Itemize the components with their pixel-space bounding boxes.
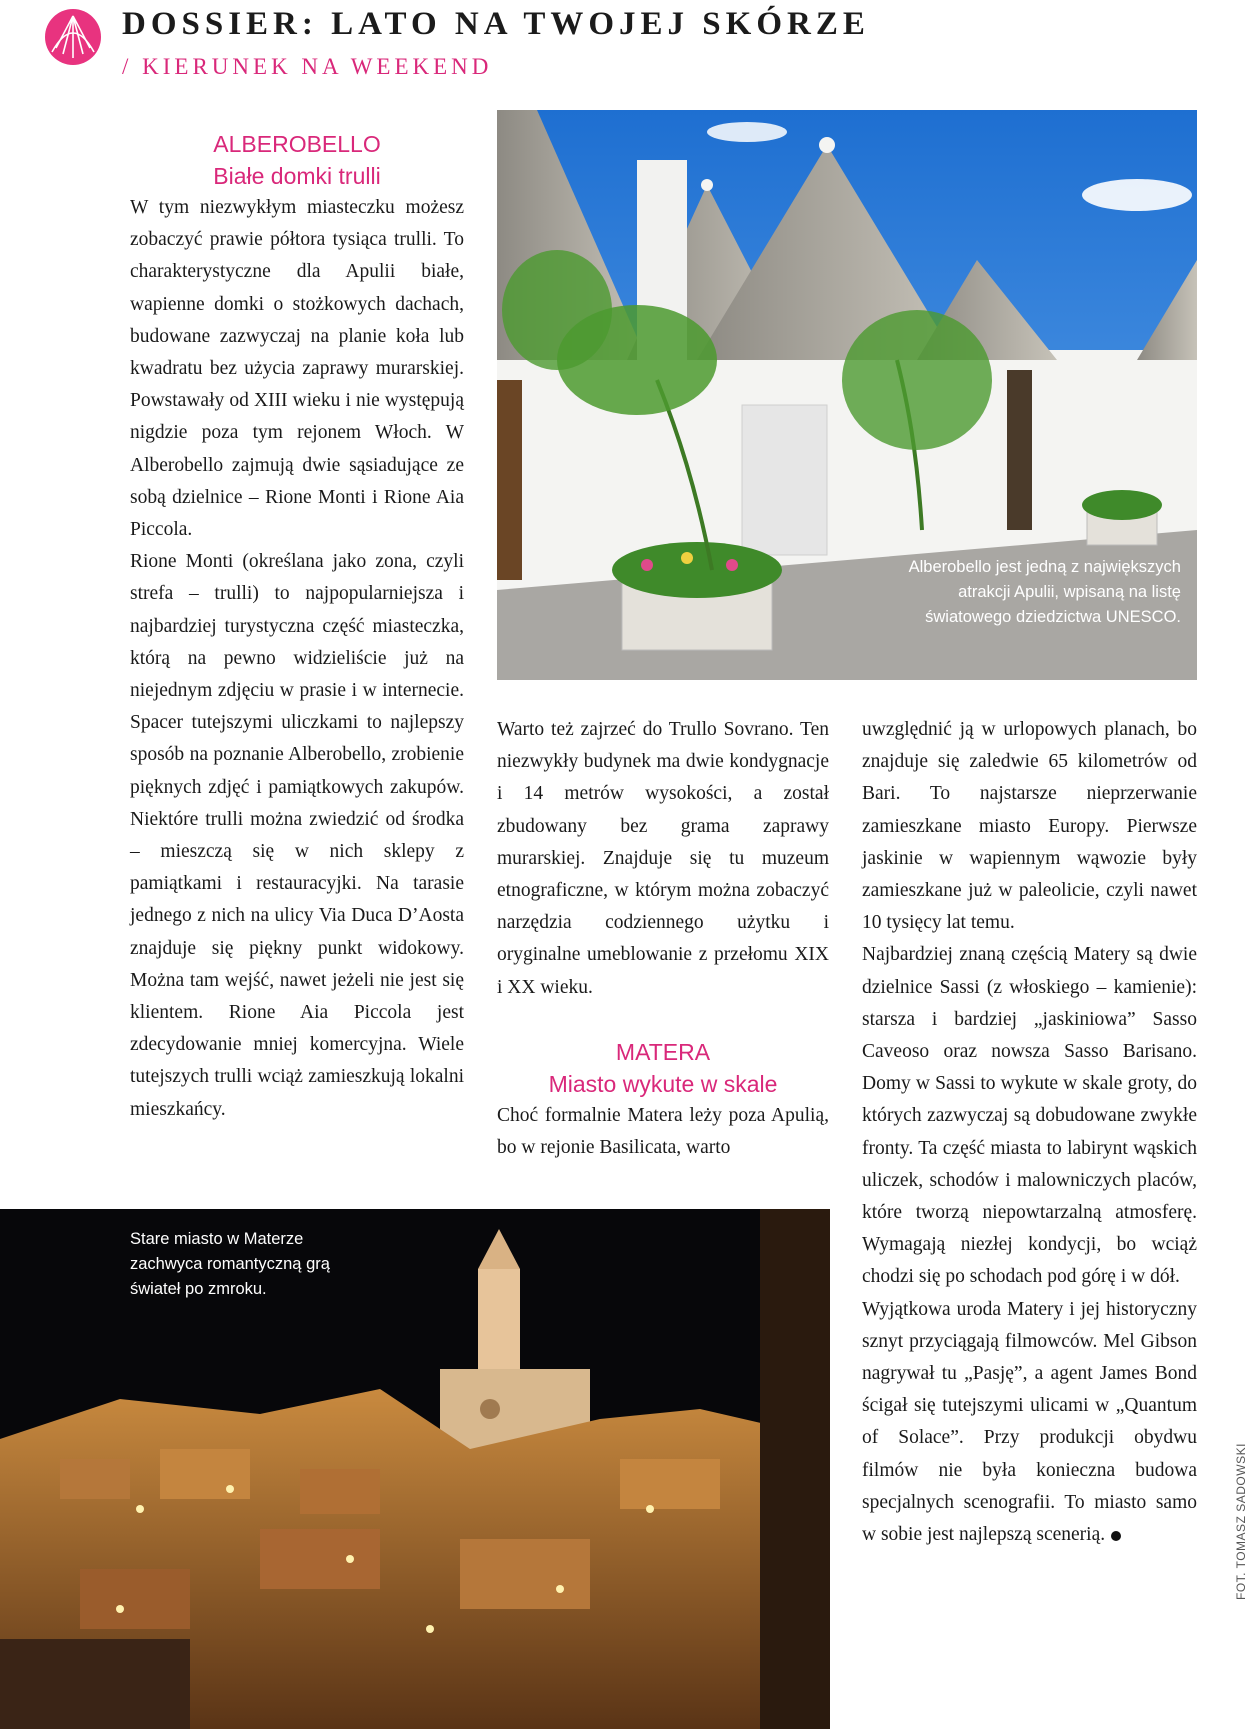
alberobello-heading: ALBEROBELLO (213, 131, 381, 157)
magazine-logo-icon (44, 8, 102, 66)
photo-credit: FOT. TOMASZ SADOWSKI (1234, 1443, 1248, 1600)
section-kicker: DOSSIER: LATO NA TWOJEJ SKÓRZE (122, 6, 870, 42)
alberobello-subheading: Białe domki trulli (213, 163, 381, 189)
paragraph: Najbardziej znaną częścią Matery są dwie dzielnice Sassi (z włoskiego – kamienie): starsza i bardziej „jaskiniowa” Sasso Caveoso oraz nowsza Sasso Barisano. Domy w Sassi to wykute w skale groty, do których zazwyczaj są dobudowane zwykłe fronty. Ta część miasta to labirynt wąskich uliczek, schodów i malowniczych placów, które tworzą niepowtarzalną atmosferę. Wymagają niezłej kondycji, bo wciąż chodzi się po schodach pod górę i w dół. (862, 944, 1197, 1288)
section-subkicker: / KIERUNEK NA WEEKEND (122, 54, 493, 79)
matera-intro (497, 1100, 829, 1164)
paragraph (862, 1294, 1197, 1552)
alberobello-continuation (497, 714, 829, 1004)
paragraph-text: Wyjątkowa uroda Matery i jej historyczny sznyt przyciągają filmowców. Mel Gibson nagrywał tu „Pasję”, a agent James Bond ścigał się tutejszymi ulicami w „Quantum of Solace”. Przy produkcji obydwu filmów nie była konieczna budowa specjalnych scenografii. To miasto samo w sobie jest najlepszą scenerią. (862, 1298, 1197, 1546)
paragraph: Choć formalnie Matera leży poza Apulią, bo w rejonie Basilicata, warto (497, 1104, 829, 1159)
matera-subheading: Miasto wykute w skale (548, 1070, 778, 1097)
trulli-photo-caption: Alberobello jest jedną z największych atrakcji Apulii, wpisaną na listę światowego dziedzictwa UNESCO. (908, 558, 1181, 626)
end-mark-icon (1111, 1531, 1121, 1541)
trulli-photo (497, 110, 1197, 680)
alberobello-body (130, 192, 464, 1126)
right-column (862, 714, 1197, 1551)
matera-photo (0, 1209, 830, 1729)
matera-body (862, 714, 1197, 1551)
matera-photo-caption: Stare miasto w Materze zachwyca romantyczną grą świateł po zmroku. (130, 1230, 330, 1298)
paragraph: W tym niezwykłym miasteczku możesz zobaczyć prawie półtora tysiąca trulli. To charakterystyczne dla Apulii białe, wapienne domki o stożkowych dachach, budowane zazwyczaj na planie koła lub kwadratu bez użycia zaprawy murarskiej. Powstawały od XIII wieku i nie występują nigdzie poza tym rejonem Włoch. W Alberobello zajmują dwie sąsiadujące ze sobą dzielnice – Rione Monti i Rione Aia Piccola. (130, 197, 464, 541)
paragraph: Warto też zajrzeć do Trullo Sovrano. Ten niezwykły budynek ma dwie kondygnacje i 14 metrów wysokości, a został zbudowany bez grama zaprawy murarskiej. Znajduje się tu muzeum etnograficzne, w którym można zobaczyć narzędzia codziennego użytku i oryginalne umeblowanie z przełomu XIX i XX wieku. (497, 719, 829, 998)
middle-column (497, 714, 829, 1164)
paragraph: uwzględnić ją w urlopowych planach, bo znajduje się zaledwie 65 kilometrów od Bari. To najstarsze nieprzerwanie zamieszkane miasto Europy. Pierwsze jaskinie w wapiennym wąwozie były zamieszkane już w paleolicie, czyli nawet 10 tysięcy lat temu. (862, 719, 1197, 934)
alberobello-column (130, 128, 464, 1126)
paragraph: Rione Monti (określana jako zona, czyli strefa – trulli) to najpopularniejsza i najbardziej turystyczna część miasteczka, którą na pewno widzieliście już na niejednym zdjęciu w prasie i w internecie. Spacer tutejszymi uliczkami to najlepszy sposób na poznanie Alberobello, zrobienie pięknych zdjęć i pamiątkowych zakupów. Niektóre trulli można zwiedzić od środka – mieszczą się w nich sklepy z pamiątkami i restauracyjki. Na tarasie jednego z nich na ulicy Via Duca D’Aosta znajduje się piękny punkt widokowy. Można tam wejść, nawet jeżeli nie jest się klientem. Rione Aia Piccola jest zdecydowanie mniej komercyjna. Wiele tutejszych trulli wciąż zamieszkują lokalni mieszkańcy. (130, 551, 464, 1120)
matera-heading: MATERA (615, 1038, 711, 1065)
matera-illustration (0, 1209, 830, 1729)
